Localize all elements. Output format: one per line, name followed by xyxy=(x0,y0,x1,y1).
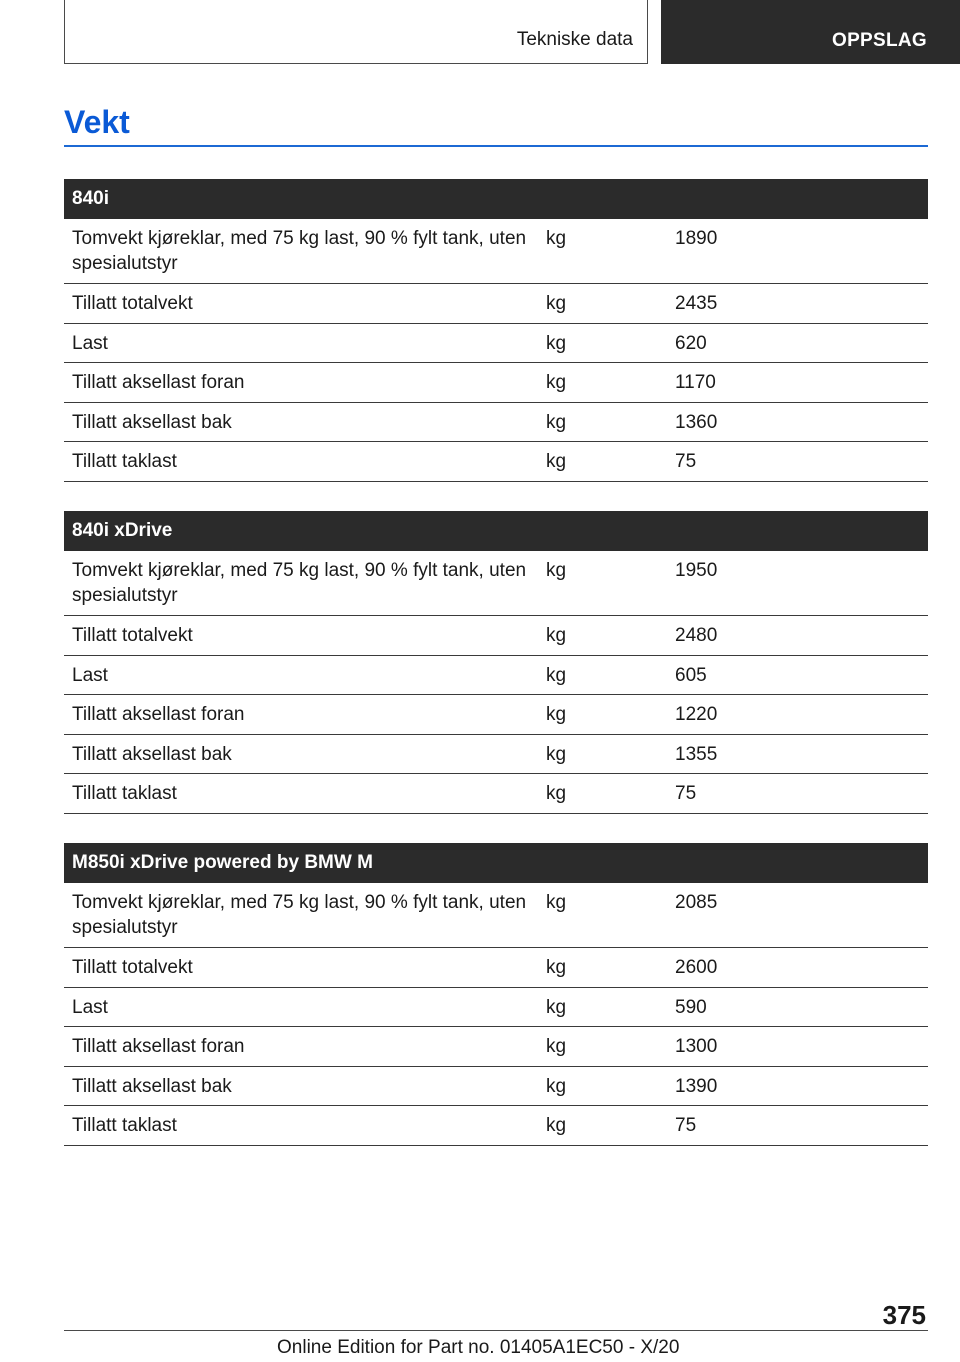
table-row xyxy=(64,948,928,988)
row-label: Tillatt aksellast bak xyxy=(72,411,232,433)
row-unit: kg xyxy=(546,892,567,913)
row-label: Last xyxy=(72,664,108,686)
row-label: Tillatt taklast xyxy=(72,451,177,473)
row-label: Tillatt aksellast bak xyxy=(72,743,232,765)
table-row xyxy=(64,284,928,324)
table-model-heading: M850i xDrive powered by BMW M xyxy=(64,843,928,883)
row-value: 75 xyxy=(675,783,697,805)
edition-footer-text: Online Edition for Part no. 01405A1EC50 - X/20 xyxy=(277,1337,680,1358)
table-row xyxy=(64,219,928,284)
row-unit: kg xyxy=(546,1075,567,1097)
row-label: Tillatt aksellast foran xyxy=(72,1036,245,1058)
row-value: 1300 xyxy=(675,1036,718,1058)
row-label: Tillatt taklast xyxy=(72,1115,177,1137)
row-unit: kg xyxy=(546,332,567,354)
row-unit: kg xyxy=(546,743,567,765)
row-unit: kg xyxy=(546,228,567,249)
row-unit: kg xyxy=(546,996,567,1018)
row-label: Tomvekt kjøreklar, med 75 kg last, 90 % fylt tank, uten spesialutstyr xyxy=(72,892,527,938)
row-value: 1220 xyxy=(675,704,718,726)
row-label: Tillatt aksellast foran xyxy=(72,372,245,394)
row-unit: kg xyxy=(546,957,567,978)
table-model-heading: 840i xyxy=(64,179,928,219)
table-row xyxy=(64,403,928,443)
row-label: Tomvekt kjøreklar, med 75 kg last, 90 % fylt tank, uten spesialutstyr xyxy=(72,228,527,274)
row-value: 1950 xyxy=(675,560,718,581)
table-row xyxy=(64,324,928,364)
row-label: Last xyxy=(72,332,108,354)
table-row xyxy=(64,695,928,735)
row-value: 1890 xyxy=(675,228,718,249)
row-label: Tillatt totalvekt xyxy=(72,625,193,646)
tab-label: OPPSLAG xyxy=(831,30,927,51)
row-value: 2600 xyxy=(675,957,718,978)
table-row xyxy=(64,1067,928,1107)
row-unit: kg xyxy=(546,411,567,433)
table-row xyxy=(64,616,928,656)
row-value: 620 xyxy=(675,332,707,354)
row-unit: kg xyxy=(546,1115,567,1137)
table-row xyxy=(64,363,928,403)
title-rule xyxy=(64,145,928,147)
row-value: 1170 xyxy=(675,372,716,394)
row-unit: kg xyxy=(546,704,567,726)
header-tab xyxy=(661,0,960,64)
table-model-heading: 840i xDrive xyxy=(64,511,928,551)
table-row xyxy=(64,988,928,1028)
weight-table-840i-xdrive xyxy=(64,511,928,814)
page-title: Vekt xyxy=(64,104,130,140)
table-row xyxy=(64,442,928,482)
row-value: 75 xyxy=(675,1115,697,1137)
row-value: 590 xyxy=(675,996,707,1018)
row-label: Tillatt totalvekt xyxy=(72,293,193,314)
section-label: Tekniske data xyxy=(516,29,633,50)
row-label: Tillatt aksellast foran xyxy=(72,704,245,726)
page-number: 375 xyxy=(882,1300,926,1330)
header-section-box xyxy=(64,0,648,64)
row-value: 1355 xyxy=(675,743,718,765)
row-unit: kg xyxy=(546,451,567,473)
row-value: 2435 xyxy=(675,293,718,314)
footer-rule xyxy=(64,1330,928,1331)
table-row xyxy=(64,656,928,696)
table-row xyxy=(64,1027,928,1067)
table-row xyxy=(64,774,928,814)
row-unit: kg xyxy=(546,783,567,805)
row-value: 605 xyxy=(675,664,707,686)
table-row xyxy=(64,883,928,948)
row-label: Tomvekt kjøreklar, med 75 kg last, 90 % fylt tank, uten spesialutstyr xyxy=(72,560,527,606)
row-unit: kg xyxy=(546,293,567,314)
row-label: Tillatt aksellast bak xyxy=(72,1075,232,1097)
row-unit: kg xyxy=(546,664,567,686)
weight-table-m850i-xdrive xyxy=(64,843,928,1146)
row-value: 1360 xyxy=(675,411,718,433)
row-value: 2480 xyxy=(675,625,718,646)
row-label: Tillatt totalvekt xyxy=(72,957,193,978)
row-value: 2085 xyxy=(675,892,718,913)
row-unit: kg xyxy=(546,372,567,394)
table-row xyxy=(64,551,928,616)
row-unit: kg xyxy=(546,560,567,581)
row-value: 75 xyxy=(675,451,697,473)
row-label: Last xyxy=(72,996,108,1018)
row-value: 1390 xyxy=(675,1075,718,1097)
row-label: Tillatt taklast xyxy=(72,783,177,805)
table-row xyxy=(64,1106,928,1146)
weight-table-840i xyxy=(64,179,928,482)
row-unit: kg xyxy=(546,1036,567,1058)
row-unit: kg xyxy=(546,625,567,646)
table-row xyxy=(64,735,928,775)
